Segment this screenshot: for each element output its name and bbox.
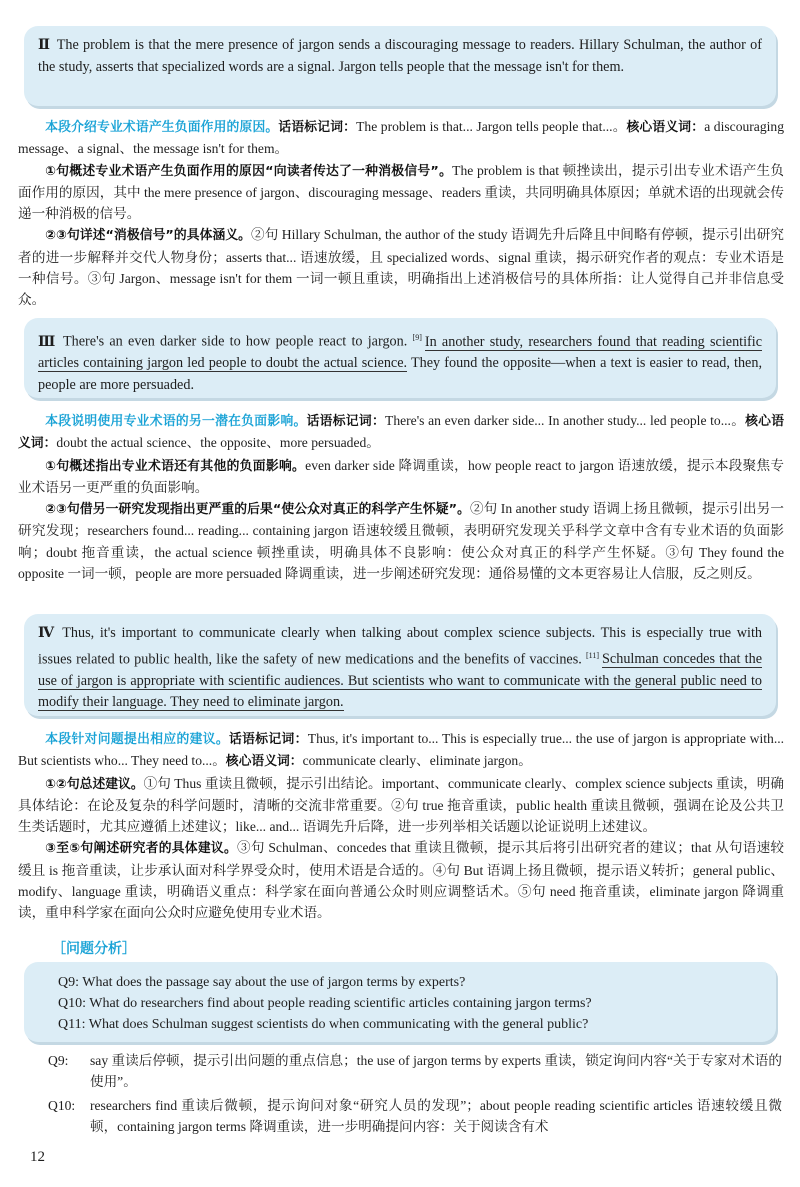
passage-paragraph-3: Ⅲ There's an even darker side to how people react to jargon. [9] In another study, researchers found that reading scientific articles containing jargon led people to doubt the actual science. They found the opposite—when a text is easier to read, then, people are more persuaded.	[24, 318, 776, 398]
notes-paragraph-2: 本段介绍专业术语产生负面作用的原因。话语标记词：The problem is that... Jargon tells people that...。核心语义词：a discouraging message、a signal、the message isn't for them。 ①句概述专业术语产生负面作用的原因“向读者传达了一种消极信号”。The problem is that 顿挫读出，提示引出专业术语产生负面作用的原因，其中 the mere presence of jargon、discouraging message、readers 重读，共同明确具体原因；单就术语的出现就会传递一种消极的信号。 ②③句详述“消极信号”的具体涵义。②句 Hillary Schulman, the author of the study 语调先升后降且中间略有停顿，提示引出研究者的进一步解释并交代人物身份；asserts that... 语速放缓，且 specialized words、signal 重读，揭示研究作者的观点：专业术语是一种信号。③句 Jargon、message isn't for them 一词一顿且重读，明确指出上述消极信号的具体所指：让人觉得自己并非信息受众。	[18, 119, 785, 308]
passage-paragraph-2	[24, 26, 776, 106]
roman-numeral: Ⅱ	[38, 37, 51, 53]
page-number: 12	[30, 1149, 45, 1165]
passage-paragraph-4: Ⅳ Thus, it's important to communicate clearly when talking about complex science subjects. This is especially true with issues related to public health, like the safety of new medications and the benefits of vaccines. [11] Schulman concedes that the use of jargon is appropriate with scientific audiences. But scientists who want to communicate with the general public need to modify their language. They need to eliminate jargon.	[24, 614, 776, 716]
notes-paragraph-3: 本段说明使用专业术语的另一潜在负面影响。话语标记词：There's an even darker side... In another study... led people to...。核心语义词：doubt the actual science、the opposite、more persuaded。 ①句概述指出专业术语还有其他的负面影响。even darker side 降调重读，how people react to jargon 语速放缓，提示本段聚焦专业术语另一更严重的负面影响。 ②③句借另一研究发现指出更严重的后果“使公众对真正的科学产生怀疑”。②句 In another study 语调上扬且微顿，提示引出另一研究发现；researchers found... reading... containing jargon 语速较缓且微顿，表明研究发现关乎科学文章中含有专业术语的负面影响；doubt 拖音重读，the actual science 顿挫重读，明确具体不良影响：使公众对真正的科学产生怀疑。③句 They found the opposite 一词一顿，people are more persuaded 降调重读，进一步阐述研究发现：通俗易懂的文本更容易让人信服，反之则反。	[18, 413, 785, 582]
underlined-sentence: Schulman concedes that the use of jargon is appropriate with scientific audiences. But scientists who want to communicate with the general public need to modify their language. They need to eliminate jargon.	[38, 651, 763, 711]
answer-analysis	[48, 1050, 782, 1137]
questions-box	[24, 962, 776, 1042]
reference-marker: [9]	[412, 333, 422, 342]
note-lead: 本段介绍专业术语产生负面作用的原因。	[45, 120, 279, 135]
question-item: Q11: What does Schulman suggest scientists do when communicating with the general public?	[58, 1017, 589, 1032]
answer-item: Q9: say 重读后停顿，提示引出问题的重点信息；the use of jargon terms by experts 重读，锁定询问内容“关于专家对术语的使用”。	[48, 1053, 782, 1089]
question-item: Q9: What does the passage say about the use of jargon terms by experts?	[58, 975, 466, 990]
question-item: Q10: What do researchers find about people reading scientific articles containing jargon terms?	[58, 996, 592, 1011]
underlined-sentence: In another study, researchers found that reading scientific articles containing jargon led people to doubt the actual science.	[38, 333, 763, 372]
paragraph-text: The problem is that the mere presence of jargon sends a discouraging message to readers. Hillary Schulman, the author of the study, asserts that specialized words are a signal. Jargon tells people that the message isn't for them.	[38, 37, 762, 75]
notes-paragraph-4: 本段针对问题提出相应的建议。话语标记词：Thus, it's important to... This is especially true... the use of jargon is appropriate with... But scientists who... They need to...。核心语义词：communicate clearly、eliminate jargon。 ①②句总述建议。①句 Thus 重读且微顿，提示引出结论。important、communicate clearly、complex science subjects 重读，明确具体结论：在论及复杂的科学问题时，清晰的交流非常重要。②句 true 拖音重读，public health 重读且微顿，强调在论及公共卫生类话题时，尤其应遵循上述建议；like... and... 语调先升后降，进一步列举相关话题以论证说明上述建议。 ③至⑤句阐述研究者的具体建议。③句 Schulman、concedes that 重读且微顿，提示其后将引出研究者的建议；that 从句语速较缓且 is 拖音重读，让步承认面对科学界受众时，使用术语是合适的。④句 But 语调上扬且微顿，提示语义转折；general public、modify、language 重读，明确语义重点：科学家在面向普通公众时则应调整话术。⑤句 need 拖音重读，eliminate jargon 降调重读，重申科学家在面向公众时应避免使用专业术语。	[18, 731, 785, 921]
question-analysis-heading: ［问题分析］	[52, 941, 136, 957]
answer-item: Q10: researchers find 重读后微顿，提示询问对象“研究人员的发现”；about people reading scientific articles 语速较缓且微顿，containing jargon terms 降调重读，进一步明确提问内容：关于阅读含有术	[48, 1098, 782, 1134]
